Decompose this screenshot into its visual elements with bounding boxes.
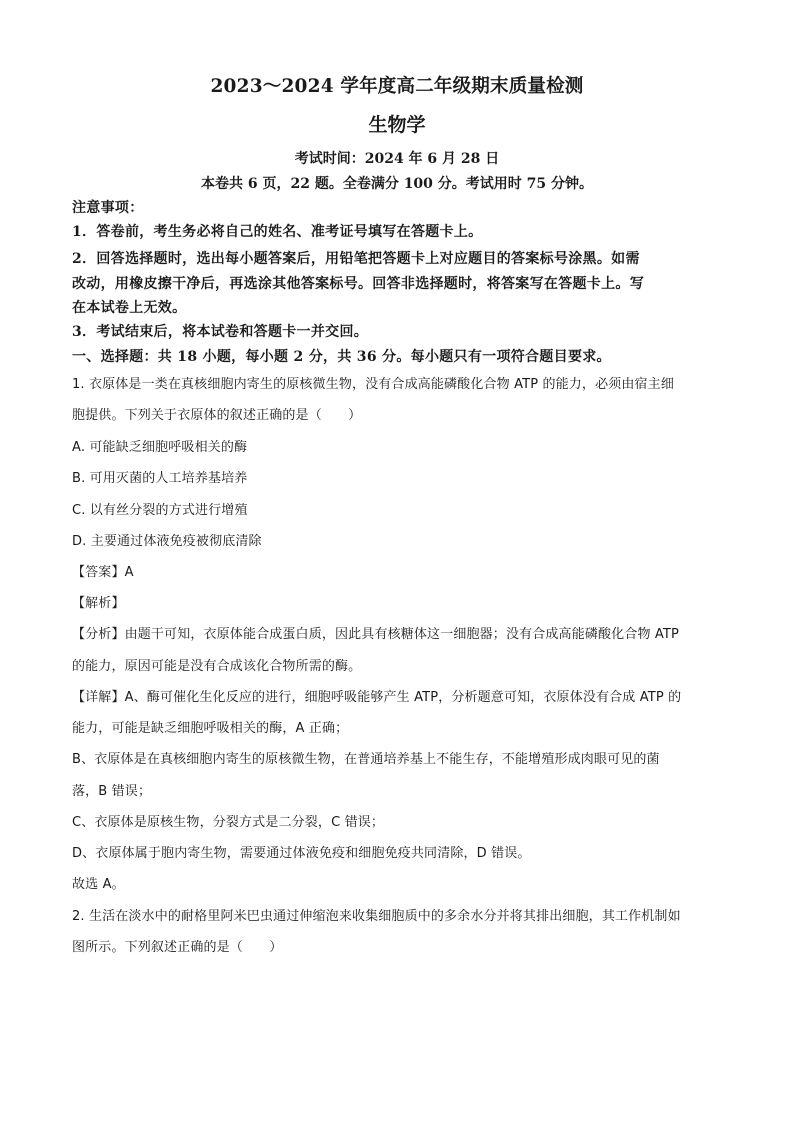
notes-line: 3．考试结束后，将本试卷和答题卡一并交回。 [72, 324, 369, 340]
notes-heading: 注意事项： [72, 200, 144, 216]
q1-stem-line: 胞提供。下列关于衣原体的叙述正确的是（ ） [72, 408, 362, 423]
q1-option-c: C. 以有丝分裂的方式进行增殖 [72, 503, 248, 518]
notes-line: 1．答卷前，考生务必将自己的姓名、准考证号填写在答题卡上。 [72, 224, 483, 240]
answer-tag: 【答案】 [72, 565, 125, 580]
answer-value: A [124, 565, 134, 580]
fenxi-text: 由题干可知，衣原体能合成蛋白质，因此具有核糖体这一细胞器；没有合成高能磷酸化合物 ATP [124, 627, 680, 642]
q1-option-b: B. 可用灭菌的人工培养基培养 [72, 471, 248, 486]
q1-option-d: D. 主要通过体液免疫被彻底清除 [72, 534, 262, 549]
subject-title: 生物学 [368, 114, 426, 136]
conclusion-line: 故选 A。 [72, 877, 125, 892]
notes-line: 改动，用橡皮擦干净后，再选涂其他答案标号。回答非选择题时，将答案写在答题卡上。写 [72, 276, 644, 292]
notes-line: 在本试卷上无效。 [72, 300, 187, 316]
xiangjie-tag: 【详解】 [72, 690, 125, 705]
exam-time: 考试时间：2024 年 6 月 28 日 [294, 151, 500, 167]
section-heading: 一、选择题：共 18 小题，每小题 2 分，共 36 分。每小题只有一项符合题目要求。 [72, 349, 611, 365]
xiangjie-line: D、衣原体属于胞内寄生物，需要通过体液免疫和细胞免疫共同清除，D 错误。 [72, 846, 531, 861]
q2-stem-line: 图所示。下列叙述正确的是（ ） [72, 940, 283, 955]
xiangjie-line: 落，B 错误； [72, 784, 152, 799]
q1-answer [72, 561, 732, 580]
exam-title: 2023～2024 学年度高二年级期末质量检测 [210, 76, 584, 97]
fenxi-line [72, 623, 732, 642]
xiangjie-line: B、衣原体是在真核细胞内寄生的原核微生物，在普通培养基上不能生存，不能增殖形成肉眼可见的菌 [72, 752, 660, 767]
q1-option-a: A. 可能缺乏细胞呼吸相关的酶 [72, 440, 248, 455]
xiangjie-line: 能力，可能是缺乏细胞呼吸相关的酶，A 正确； [72, 721, 349, 736]
exam-info: 本卷共 6 页，22 题。全卷满分 100 分。考试用时 75 分钟。 [200, 176, 594, 192]
analysis-tag: 【解析】 [72, 596, 125, 611]
fenxi-tag: 【分析】 [72, 627, 125, 642]
q2-stem-line: 2. 生活在淡水中的耐格里阿米巴虫通过伸缩泡来收集细胞质中的多余水分并将其排出细胞，其工作机制如 [72, 909, 681, 924]
fenxi-line: 的能力，原因可能是没有合成该化合物所需的酶。 [72, 659, 362, 674]
q1-stem-line: 1. 衣原体是一类在真核细胞内寄生的原核微生物，没有合成高能磷酸化合物 ATP 的能力，必须由宿主细 [72, 377, 674, 392]
notes-line: 2．回答选择题时，选出每小题答案后，用铅笔把答题卡上对应题目的答案标号涂黑。如需 [72, 251, 640, 267]
xiangjie-line [72, 686, 732, 705]
xiangjie-line: C、衣原体是原核生物，分裂方式是二分裂，C 错误； [72, 815, 385, 830]
xiangjie-text: A、酶可催化生化反应的进行，细胞呼吸能够产生 ATP，分析题意可知，衣原体没有合成 ATP 的 [124, 690, 682, 705]
